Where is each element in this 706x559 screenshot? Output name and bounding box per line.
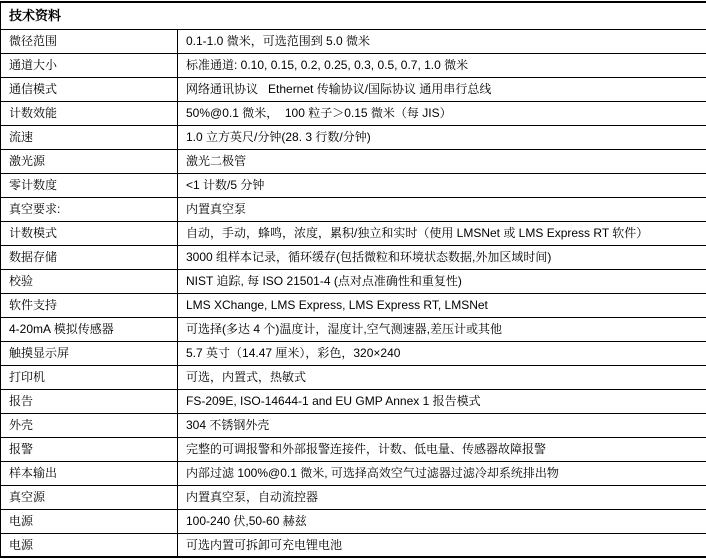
spec-value: 可选，内置式，热敏式 (178, 365, 706, 389)
spec-label: 零计数度 (1, 173, 178, 197)
spec-value: 1.0 立方英尺/分钟(28. 3 行数/分钟) (178, 125, 706, 149)
spec-table-body (1, 2, 706, 557)
spec-row (1, 317, 706, 341)
spec-label: 打印机 (1, 365, 178, 389)
spec-row (1, 533, 706, 557)
spec-label: 报警 (1, 437, 178, 461)
spec-label: 真空源 (1, 485, 178, 509)
spec-row (1, 413, 706, 437)
spec-value: 完整的可调报警和外部报警连接件，计数、低电量、传感器故障报警 (178, 437, 706, 461)
spec-label: 软件支持 (1, 293, 178, 317)
spec-row (1, 101, 706, 125)
spec-row (1, 29, 706, 53)
spec-row (1, 221, 706, 245)
spec-value: LMS XChange, LMS Express, LMS Express RT, LMSNet (178, 293, 706, 317)
spec-label: 计数效能 (1, 101, 178, 125)
spec-row (1, 485, 706, 509)
spec-value: 0.1-1.0 微米，可选范围到 5.0 微米 (178, 29, 706, 53)
spec-value: 3000 组样本记录，循环缓存(包括微粒和环境状态数据,外加区域时间) (178, 245, 706, 269)
spec-value: NIST 追踪, 每 ISO 21501-4 (点对点准确性和重复性) (178, 269, 706, 293)
spec-label: 校验 (1, 269, 178, 293)
spec-label: 4-20mA 模拟传感器 (1, 317, 178, 341)
spec-label: 触摸显示屏 (1, 341, 178, 365)
spec-table-title: 技术资料 (1, 2, 706, 29)
spec-label: 电源 (1, 533, 178, 557)
spec-label: 真空要求: (1, 197, 178, 221)
spec-label: 数据存储 (1, 245, 178, 269)
spec-row (1, 389, 706, 413)
spec-row (1, 437, 706, 461)
spec-label: 通信模式 (1, 77, 178, 101)
spec-label: 微径范围 (1, 29, 178, 53)
spec-label: 激光源 (1, 149, 178, 173)
spec-label: 流速 (1, 125, 178, 149)
spec-row (1, 461, 706, 485)
spec-value: 内置真空泵，自动流控器 (178, 485, 706, 509)
spec-label: 电源 (1, 509, 178, 533)
spec-row (1, 245, 706, 269)
spec-row (1, 53, 706, 77)
spec-value: 自动，手动，蜂鸣，浓度，累积/独立和实时（使用 LMSNet 或 LMS Express RT 软件） (178, 221, 706, 245)
spec-value: 50%@0.1 微米， 100 粒子＞0.15 微米（每 JIS） (178, 101, 706, 125)
spec-value: <1 计数/5 分钟 (178, 173, 706, 197)
spec-row (1, 269, 706, 293)
spec-label: 通道大小 (1, 53, 178, 77)
spec-row (1, 197, 706, 221)
spec-value: 304 不锈钢外壳 (178, 413, 706, 437)
spec-row (1, 293, 706, 317)
spec-value: 100-240 伏,50-60 赫兹 (178, 509, 706, 533)
spec-value: 标准通道: 0.10, 0.15, 0.2, 0.25, 0.3, 0.5, 0.7, 1.0 微米 (178, 53, 706, 77)
spec-value: 5.7 英寸（14.47 厘米），彩色，320×240 (178, 341, 706, 365)
spec-table (0, 1, 706, 558)
spec-label: 样本输出 (1, 461, 178, 485)
spec-row (1, 125, 706, 149)
spec-value: 可选内置可拆卸可充电锂电池 (178, 533, 706, 557)
spec-table-header-row (1, 2, 706, 29)
spec-value: 内置真空泵 (178, 197, 706, 221)
spec-label: 外壳 (1, 413, 178, 437)
spec-label: 报告 (1, 389, 178, 413)
spec-value: FS-209E, ISO-14644-1 and EU GMP Annex 1 报告模式 (178, 389, 706, 413)
spec-value: 激光二极管 (178, 149, 706, 173)
spec-row (1, 341, 706, 365)
spec-value: 网络通讯协议 Ethernet 传输协议/国际协议 通用串行总线 (178, 77, 706, 101)
spec-row (1, 365, 706, 389)
spec-value: 内部过滤 100%@0.1 微米, 可选择高效空气过滤器过滤冷却系统排出物 (178, 461, 706, 485)
spec-value: 可选择(多达 4 个)温度计，湿度计,空气测速器,差压计或其他 (178, 317, 706, 341)
spec-row (1, 509, 706, 533)
spec-row (1, 173, 706, 197)
spec-row (1, 149, 706, 173)
spec-label: 计数模式 (1, 221, 178, 245)
spec-row (1, 77, 706, 101)
